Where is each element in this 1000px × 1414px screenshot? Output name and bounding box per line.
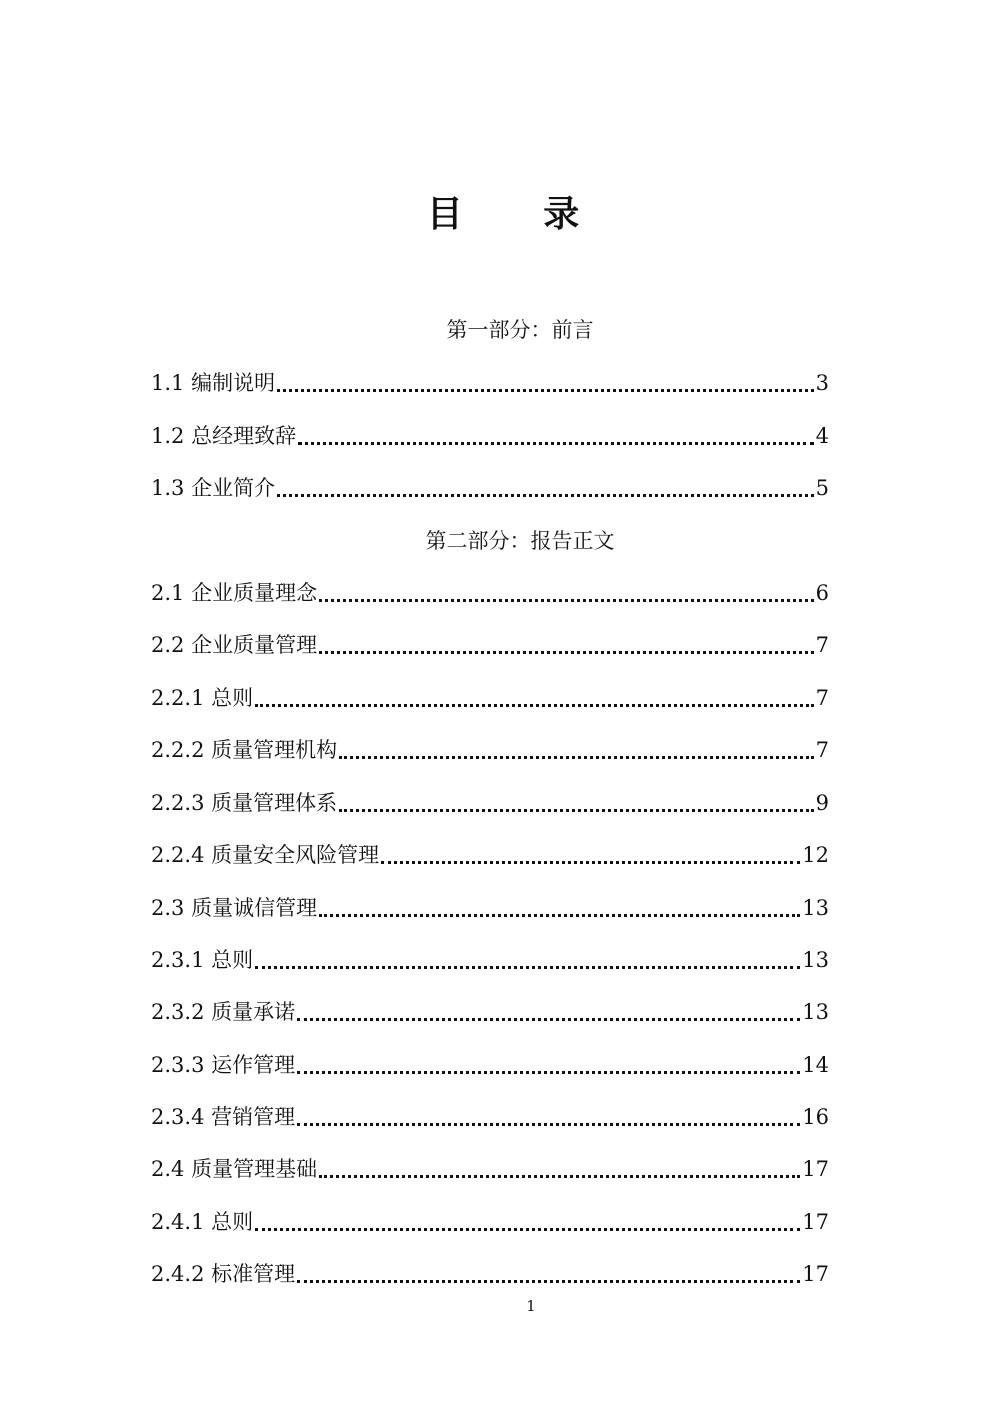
toc-leader-dots [297,1071,800,1074]
toc-entry-label: 2.2.3 质量管理体系 [151,791,338,815]
toc-entry[interactable] [151,630,829,660]
toc-leader-dots [339,809,814,812]
toc-entry-page: 17 [802,1262,829,1286]
toc-entry[interactable] [151,1050,829,1080]
toc-entry-page: 4 [815,424,829,448]
toc-leader-dots [277,494,814,497]
toc-entry-page: 9 [815,791,829,815]
toc-entry[interactable] [151,893,829,923]
toc-entry[interactable] [151,473,829,503]
toc-entry-label: 2.3.1 总则 [151,948,254,972]
toc-entry-page: 17 [802,1157,829,1181]
page-title: 目 录 [426,193,614,235]
toc-entry-label: 2.3.2 质量承诺 [151,1000,296,1024]
toc-entry-page: 13 [802,896,829,920]
toc-leader-dots [297,1280,800,1283]
toc-entry-label: 2.4.1 总则 [151,1210,254,1234]
toc-entry[interactable] [151,578,829,608]
toc-entry[interactable] [151,840,829,870]
toc-entry-page: 6 [815,581,829,605]
toc-entry-label: 2.2.2 质量管理机构 [151,738,338,762]
toc-entry-label: 2.4.2 标准管理 [151,1262,296,1286]
toc-leader-dots [297,1123,800,1126]
toc-entry-page: 7 [815,738,829,762]
toc-entry-page: 16 [802,1105,829,1129]
toc-entry-page: 3 [815,371,829,395]
toc-entry-label: 2.1 企业质量理念 [151,581,318,605]
toc-entry[interactable] [151,1154,829,1184]
toc-entry[interactable] [151,1102,829,1132]
toc-entry-label: 1.1 编制说明 [151,371,276,395]
toc-entry-label: 2.2 企业质量管理 [151,633,318,657]
toc-entry-page: 12 [802,843,829,867]
section-heading-part-one: 第一部分：前言 [446,318,594,342]
toc-entry-label: 2.3.4 营销管理 [151,1105,296,1129]
toc-entry-page: 13 [802,1000,829,1024]
toc-leader-dots [255,704,814,707]
toc-entry[interactable] [151,1207,829,1237]
toc-leader-dots [298,442,814,445]
toc-entry-label: 2.4 质量管理基础 [151,1157,318,1181]
toc-entry[interactable] [151,735,829,765]
toc-entry-label: 1.3 企业简介 [151,476,276,500]
toc-entry-label: 2.2.1 总则 [151,686,254,710]
toc-leader-dots [319,651,814,654]
page-number: 1 [526,1297,536,1315]
toc-entry-page: 13 [802,948,829,972]
toc-entry-page: 7 [815,686,829,710]
toc-entry-label: 2.3.3 运作管理 [151,1053,296,1077]
toc-entry-label: 2.3 质量诚信管理 [151,896,318,920]
toc-entry-label: 2.2.4 质量安全风险管理 [151,843,380,867]
toc-entry-label: 1.2 总经理致辞 [151,424,297,448]
toc-leader-dots [297,1018,800,1021]
toc-entry-page: 14 [802,1053,829,1077]
toc-leader-dots [319,1175,800,1178]
toc-entry[interactable] [151,421,829,451]
toc-entry-page: 17 [802,1210,829,1234]
toc-entry[interactable] [151,997,829,1027]
toc-entry[interactable] [151,945,829,975]
toc-leader-dots [381,861,800,864]
toc-entry[interactable] [151,788,829,818]
toc-entry-page: 7 [815,633,829,657]
toc-entry[interactable] [151,368,829,398]
toc-leader-dots [255,966,800,969]
toc-leader-dots [277,389,814,392]
toc-leader-dots [339,756,814,759]
toc-entry[interactable] [151,1259,829,1289]
section-heading-part-two: 第二部分：报告正文 [425,529,615,553]
toc-entry[interactable] [151,683,829,713]
toc-leader-dots [319,914,800,917]
toc-entry-page: 5 [815,476,829,500]
toc-leader-dots [255,1228,800,1231]
toc-leader-dots [319,599,814,602]
